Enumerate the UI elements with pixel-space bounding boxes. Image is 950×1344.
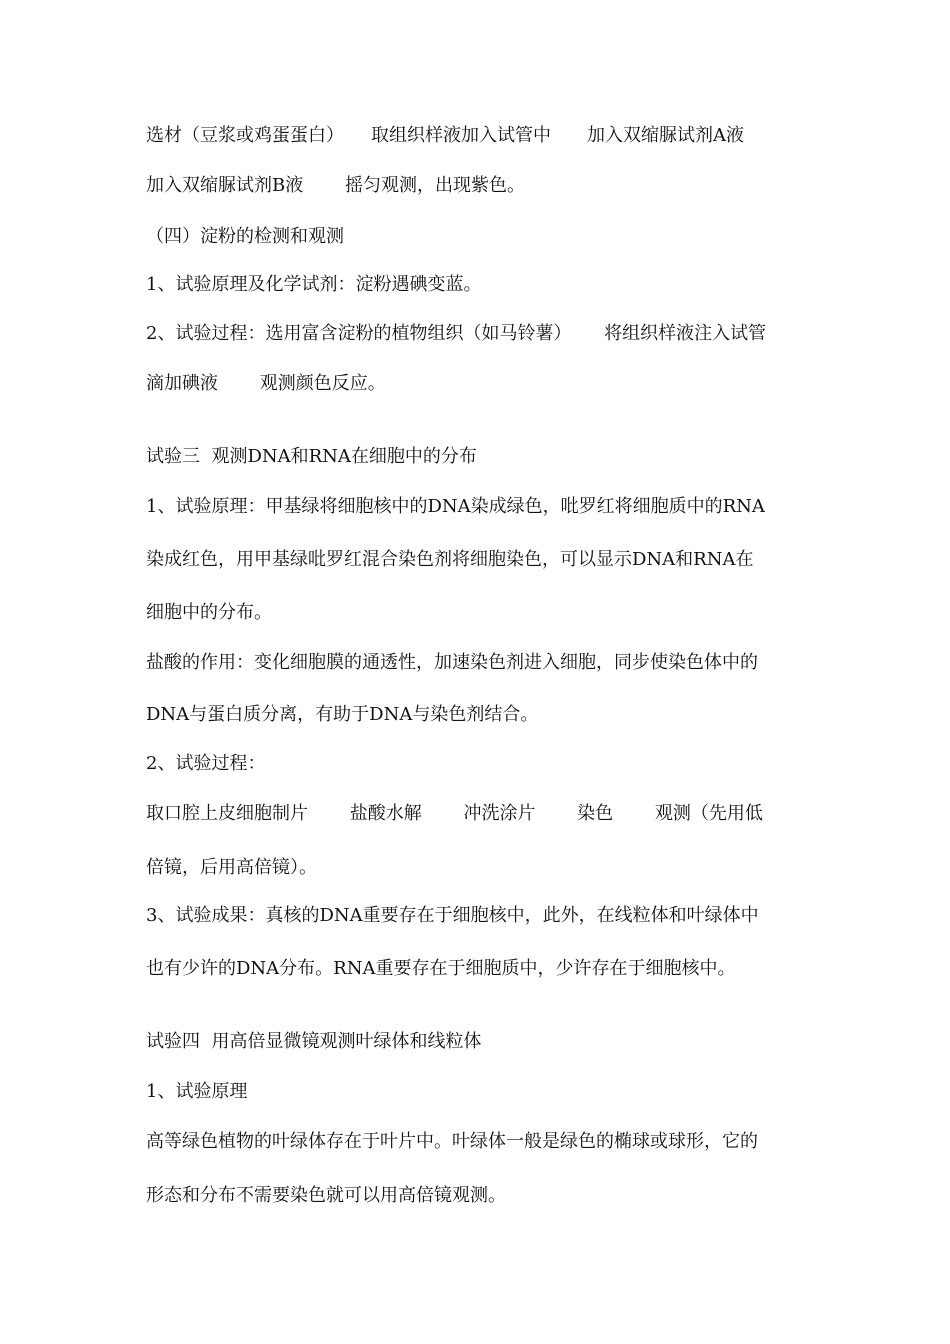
text-line: 1、试验原理 bbox=[146, 1081, 248, 1102]
experiment-heading: 试验四 用高倍显微镜观测叶绿体和线粒体 bbox=[146, 1031, 482, 1052]
text-line: 滴加碘液 观测颜色反应。 bbox=[146, 373, 386, 394]
text-line: 倍镜，后用高倍镜）。 bbox=[146, 857, 317, 878]
experiment-heading: 试验三 观测DNA和RNA在细胞中的分布 bbox=[146, 446, 477, 467]
text-line: 3、试验成果：真核的DNA重要存在于细胞核中，此外，在线粒体和叶绿体中 bbox=[146, 905, 759, 926]
text-line: 也有少许的DNA分布。RNA重要存在于细胞质中，少许存在于细胞核中。 bbox=[146, 958, 736, 979]
text-line: 加入双缩脲试剂B液 摇匀观测，出现紫色。 bbox=[146, 175, 525, 196]
text-line: 1、试验原理及化学试剂：淀粉遇碘变蓝。 bbox=[146, 274, 482, 295]
text-line: 染成红色，用甲基绿吡罗红混合染色剂将细胞染色，可以显示DNA和RNA在 bbox=[146, 549, 754, 570]
text-line: DNA与蛋白质分离，有助于DNA与染色剂结合。 bbox=[146, 704, 539, 725]
text-line: 选材（豆浆或鸡蛋蛋白） 取组织样液加入试管中 加入双缩脲试剂A液 bbox=[146, 125, 744, 146]
text-line: 盐酸的作用：变化细胞膜的通透性，加速染色剂进入细胞，同步使染色体中的 bbox=[146, 652, 758, 673]
text-line: 取口腔上皮细胞制片 盐酸水解 冲洗涂片 染色 观测（先用低 bbox=[146, 803, 763, 824]
section-heading: （四）淀粉的检测和观测 bbox=[146, 226, 344, 247]
text-line: 2、试验过程：选用富含淀粉的植物组织（如马铃薯） 将组织样液注入试管 bbox=[146, 323, 767, 344]
text-line: 高等绿色植物的叶绿体存在于叶片中。叶绿体一般是绿色的椭球或球形，它的 bbox=[146, 1131, 758, 1152]
text-line: 细胞中的分布。 bbox=[146, 602, 272, 623]
text-line: 1、试验原理：甲基绿将细胞核中的DNA染成绿色，吡罗红将细胞质中的RNA bbox=[146, 496, 765, 517]
text-line: 形态和分布不需要染色就可以用高倍镜观测。 bbox=[146, 1185, 506, 1206]
text-line: 2、试验过程： bbox=[146, 753, 266, 774]
